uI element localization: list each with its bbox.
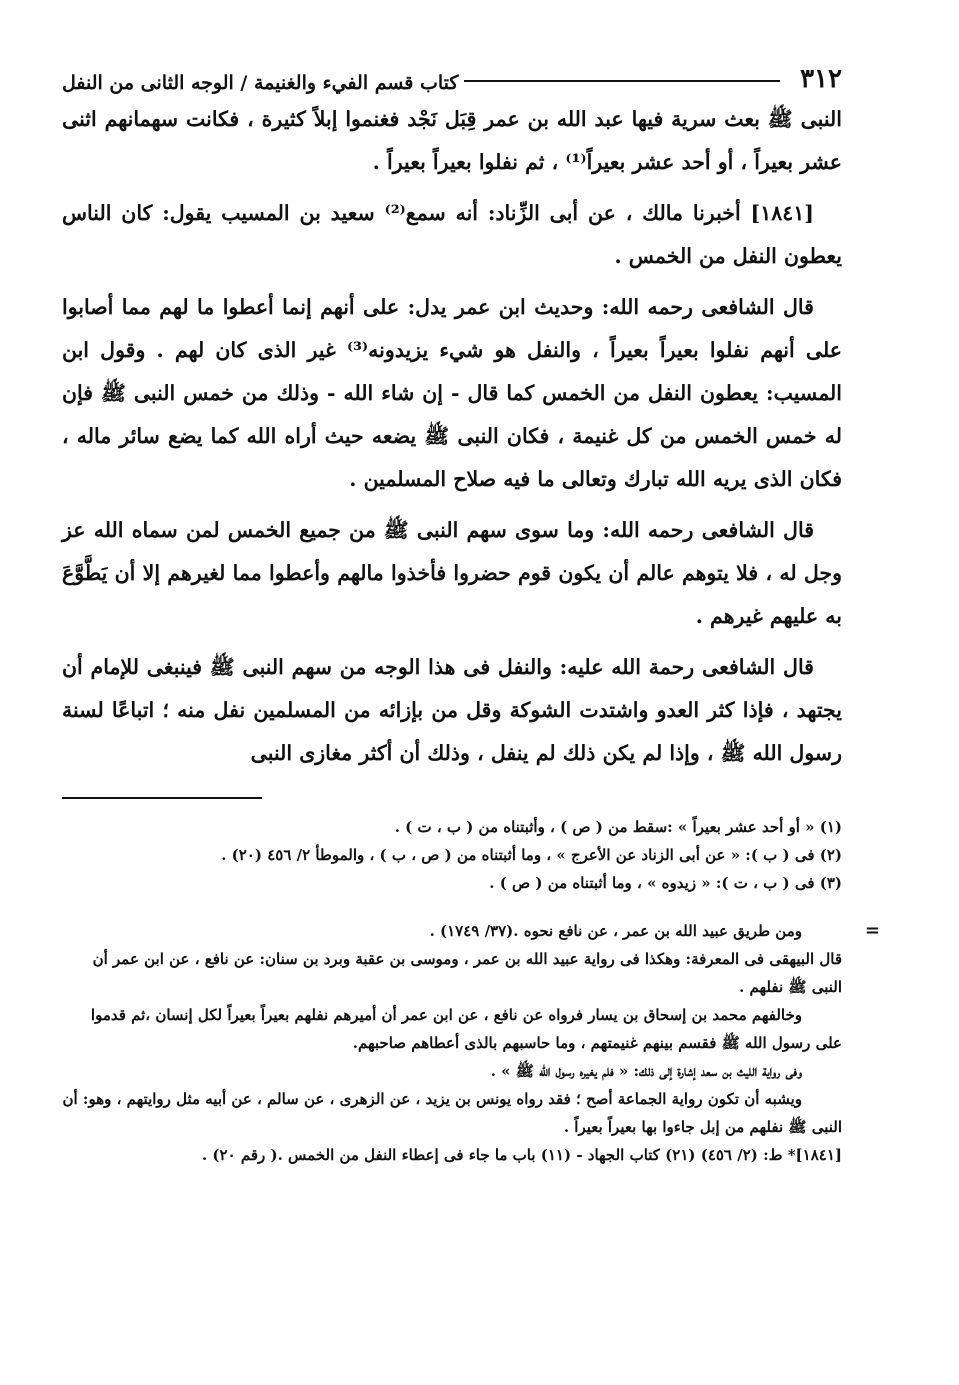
paragraph <box>62 509 842 638</box>
paragraph-text: عن أبى الزِّناد: أنه سمع⁽²⁾ سعيد بن المسيب يقول: كان الناس يعطون النفل من الخمس . <box>62 201 842 268</box>
footnote: (١) « أو أحد عشر بعيراً » :سقط من ( ص ) ، وأثبتناه من ( ب ، ت ) . <box>394 818 842 836</box>
commentary-notes <box>62 917 880 1169</box>
footnotes <box>62 813 842 897</box>
paragraph-text: النبى ﷺ بعث سرية فيها عبد الله بن عمر قِبَل نَجْد فغنموا إبلاً كثيرة ، فكانت سهمانهم اثنى عشر بعيراً ، أو أحد عشر بعيراً⁽¹⁾ ، ثم نفلوا بعيراً بعيراً . <box>62 107 842 174</box>
paragraph <box>62 646 842 775</box>
commentary-line: قال البيهقى فى المعرفة: وهكذا فى رواية عبيد الله بن عمر ، وموسى بن عقبة وبرد بن سنان: عن نافع ، عن ابن عمر أن النبى ﷺ نفلهم . <box>92 950 842 996</box>
page-number: ٣١٢ <box>800 64 842 94</box>
paragraph <box>62 286 842 501</box>
paragraph-text: رحمه الله: وما سوى سهم النبى ﷺ من جميع الخمس لمن سماه الله عز وجل له ، فلا يتوهم عالم أن يكون قوم حضروا فأخذوا مالهم وأعطوا مما لغيرهم إلا أن يَطَّوَّعَ به عليهم غيرهم . <box>62 518 842 628</box>
footnote-divider <box>62 797 262 799</box>
main-text <box>62 98 842 775</box>
paragraph <box>62 192 842 278</box>
continuation-mark: = <box>864 920 880 941</box>
commentary-line: ويشبه أن تكون رواية الجماعة أصح ؛ فقد رواه يونس بن يزيد ، عن الزهرى ، عن سالم ، عن أبيه مثل روايتهم ، وهو: أن النبى ﷺ نفلهم من إبل جاءوا بها بعيراً بعيراً . <box>62 1090 842 1136</box>
commentary-line: وفى رواية الليث بن سعد إشارة إلى ذلك: « فلم يغيره رسول الله ﷺ » . <box>490 1062 802 1080</box>
paragraph-lead: قال الشافعى <box>701 295 814 319</box>
paragraph-lead: قال الشافعى <box>701 655 814 679</box>
paragraph-lead: قال الشافعى <box>701 518 814 542</box>
paragraph-text: رحمة الله عليه: والنفل فى هذا الوجه من سهم النبى ﷺ فينبغى للإمام أن يجتهد ، فإذا كثر العدو واشتدت الشوكة وقل من بإزائه من المسلمين نفل منه ؛ اتباعًا لسنة رسول الله ﷺ ، وإذا لم يكن ذلك لم ينفل ، وذلك أن أكثر مغازى النبى <box>62 655 842 765</box>
paragraph <box>62 98 842 184</box>
book-page <box>62 50 880 1169</box>
footnote: (٢) فى ( ب ): « عن أبى الزناد عن الأعرج » ، وما أثبتناه من ( ص ، ب ) ، والموطأ ٢/ ٤٥٦ (٢٠) . <box>221 846 842 864</box>
paragraph-text: رحمه الله: وحديث ابن عمر يدل: على أنهم إنما أعطوا ما لهم مما أصابوا على أنهم نفلوا بعيراً بعيراً ، والنفل هو شيء يزيدونه⁽³⁾ غير الذى كان لهم . وقول ابن المسيب: يعطون النفل من الخمس كما قال - إن شاء الله - وذلك من خمس النبى ﷺ فإن له خمس الخمس من كل غنيمة ، فكان النبى ﷺ يضعه حيث أراه الله كما يضع سائر ماله ، فكان الذى يريه الله تبارك وتعالى ما فيه صلاح المسلمين . <box>62 295 842 491</box>
commentary-line: وخالفهم محمد بن إسحاق بن يسار فرواه عن نافع ، عن ابن عمر أن أميرهم نفلهم بعيراً بعيراً لكل إنسان ،ثم قدموا على رسول الله ﷺ فقسم بينهم غنيمتهم ، وما حاسبهم بالذى أعطاهم صاحبهم. <box>90 1006 842 1052</box>
running-title: كتاب قسم الفيء والغنيمة / الوجه الثانى من النفل <box>62 72 459 94</box>
paragraph-lead: [١٨٤١] أخبرنا مالك ، <box>625 201 814 225</box>
commentary-line: [١٨٤١]* ط: (٢/ ٤٥٦) (٢١) كتاب الجهاد - (١١) باب ما جاء فى إعطاء النفل من الخمس .( رقم ٢٠) . <box>201 1146 842 1164</box>
footnote: (٣) فى ( ب ، ت ): « زيدوه » ، وما أثبتناه من ( ص ) . <box>489 874 842 892</box>
running-header <box>62 50 842 94</box>
commentary-line: ومن طريق عبيد الله بن عمر ، عن نافع نحوه .(٣٧/ ١٧٤٩) . <box>429 922 802 940</box>
header-rule <box>464 80 780 82</box>
